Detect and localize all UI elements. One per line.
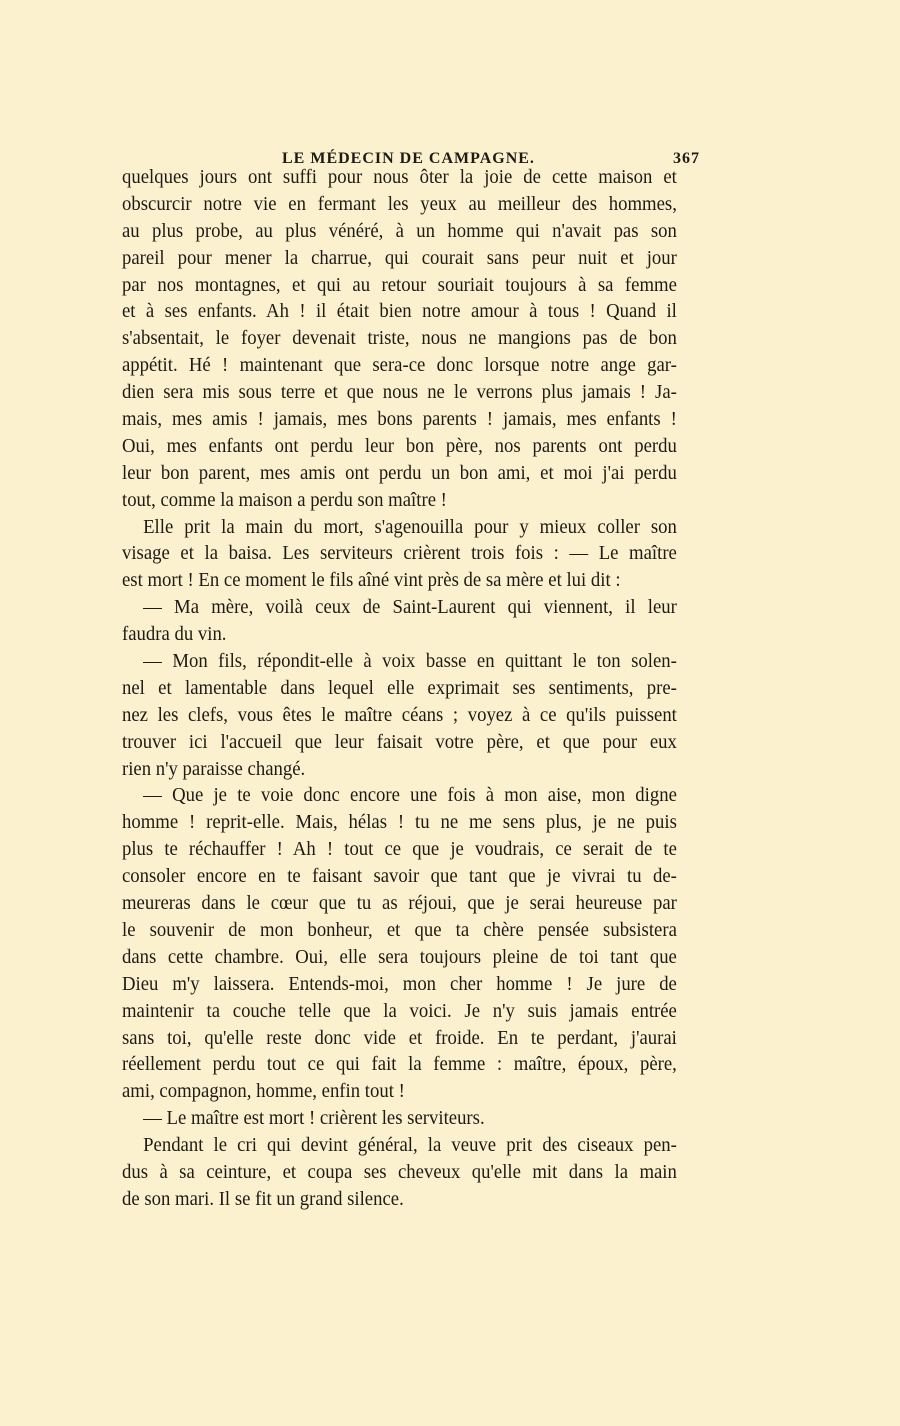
text-line: le souvenir de mon bonheur, et que ta chère pensée subsistera	[122, 919, 677, 941]
text-line: par nos montagnes, et qui au retour souriait toujours à sa femme	[122, 274, 677, 296]
paragraph	[122, 1106, 677, 1133]
paragraph	[122, 595, 677, 649]
text-line: trouver ici l'accueil que leur faisait votre père, et que pour eux	[122, 731, 677, 753]
text-line: Oui, mes enfants ont perdu leur bon père, nos parents ont perdu	[122, 435, 677, 457]
paragraph	[122, 165, 677, 515]
text-line: maintenir ta couche telle que la voici. Je n'y suis jamais entrée	[122, 1000, 677, 1022]
text-line: homme ! reprit-elle. Mais, hélas ! tu ne me sens plus, je ne puis	[122, 812, 677, 834]
paragraph	[122, 649, 677, 783]
text-line: visage et la baisa. Les serviteurs crièrent trois fois : — Le maître	[122, 543, 677, 565]
text-line: consoler encore en te faisant savoir que tant que je vivrai tu de-	[122, 866, 677, 888]
text-line: et à ses enfants. Ah ! il était bien notre amour à tous ! Quand il	[122, 301, 677, 323]
text-line: — Mon fils, répondit-elle à voix basse en quittant le ton solen-	[143, 651, 677, 673]
text-line: dien sera mis sous terre et que nous ne le verrons plus jamais ! Ja-	[122, 382, 677, 404]
text-line: Dieu m'y laissera. Entends-moi, mon cher homme ! Je jure de	[122, 973, 677, 995]
paragraph	[122, 515, 677, 596]
text-line: quelques jours ont suffi pour nous ôter la joie de cette maison et	[122, 167, 677, 188]
text-line: — Ma mère, voilà ceux de Saint-Laurent qui viennent, il leur	[143, 597, 677, 619]
text-line: dans cette chambre. Oui, elle sera toujours pleine de toi tant que	[122, 946, 677, 968]
text-line: est mort ! En ce moment le fils aîné vint près de sa mère et lui dit :	[122, 570, 621, 592]
paragraph	[122, 783, 677, 1106]
text-line: tout, comme la maison a perdu son maître !	[122, 489, 447, 511]
text-line: nel et lamentable dans lequel elle exprimait ses sentiments, pre-	[122, 677, 677, 699]
text-line: meureras dans le cœur que tu as réjoui, que je serai heureuse par	[122, 893, 677, 915]
text-line: rien n'y paraisse changé.	[122, 758, 306, 780]
text-line: leur bon parent, mes amis ont perdu un bon ami, et moi j'ai perdu	[122, 462, 677, 484]
text-line: faudra du vin.	[122, 624, 227, 646]
text-line: nez les clefs, vous êtes le maître céans ; voyez à ce qu'ils puissent	[122, 704, 677, 726]
text-line: Elle prit la main du mort, s'agenouilla pour y mieux coller son	[143, 516, 677, 538]
text-line: plus te réchauffer ! Ah ! tout ce que je voudrais, ce serait de te	[122, 839, 677, 861]
text-line: au plus probe, au plus vénéré, à un homme qui n'avait pas son	[122, 220, 677, 242]
text-line: pareil pour mener la charrue, qui courait sans peur nuit et jour	[122, 247, 677, 269]
page-number: 367	[673, 150, 700, 167]
text-line: s'absentait, le foyer devenait triste, nous ne mangions pas de bon	[122, 328, 677, 350]
text-line: de son mari. Il se fit un grand silence.	[122, 1188, 404, 1210]
text-line: — Le maître est mort ! crièrent les serviteurs.	[143, 1108, 485, 1130]
paragraph	[122, 1133, 677, 1214]
text-line: dus à sa ceinture, et coupa ses cheveux qu'elle mit dans la main	[122, 1161, 677, 1183]
text-line: mais, mes amis ! jamais, mes bons parents ! jamais, mes enfants !	[122, 409, 677, 431]
text-line: sans toi, qu'elle reste donc vide et froide. En te perdant, j'aurai	[122, 1027, 677, 1049]
text-line: obscurcir notre vie en fermant les yeux au meilleur des hommes,	[122, 193, 677, 215]
text-line: Pendant le cri qui devint général, la veuve prit des ciseaux pen-	[143, 1135, 677, 1157]
page-body	[122, 165, 677, 1214]
running-title: LE MÉDECIN DE CAMPAGNE.	[282, 150, 535, 167]
text-line: réellement perdu tout ce qui fait la femme : maître, époux, père,	[122, 1054, 677, 1076]
text-line: appétit. Hé ! maintenant que sera-ce donc lorsque notre ange gar-	[122, 355, 677, 377]
text-line: ami, compagnon, homme, enfin tout !	[122, 1081, 405, 1103]
text-line: — Que je te voie donc encore une fois à mon aise, mon digne	[143, 785, 677, 807]
